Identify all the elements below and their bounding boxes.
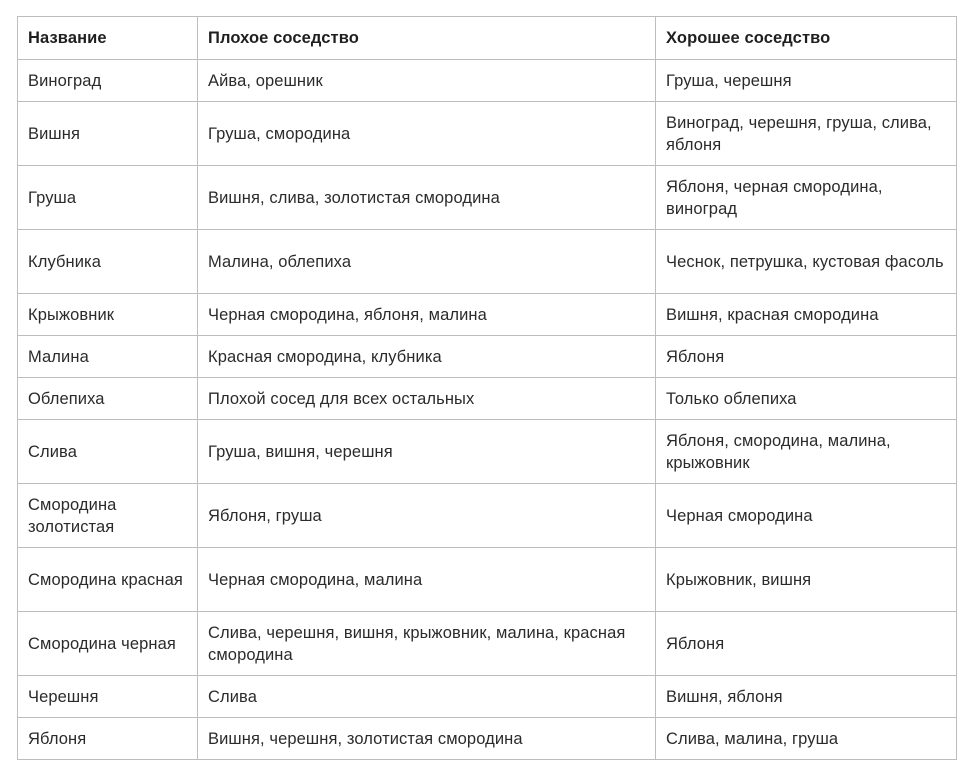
cell-name: Вишня — [18, 102, 198, 166]
table-row — [18, 60, 957, 102]
table-row — [18, 336, 957, 378]
table-row — [18, 676, 957, 718]
cell-name: Слива — [18, 420, 198, 484]
cell-bad: Вишня, слива, золотистая смородина — [198, 166, 656, 230]
cell-good: Яблоня, черная смородина, виноград — [656, 166, 957, 230]
cell-name: Смородина красная — [18, 548, 198, 612]
cell-good: Яблоня — [656, 336, 957, 378]
cell-bad: Черная смородина, яблоня, малина — [198, 294, 656, 336]
cell-name: Смородина золотистая — [18, 484, 198, 548]
plant-compatibility-table-container — [17, 16, 956, 760]
cell-good: Только облепиха — [656, 378, 957, 420]
cell-name: Виноград — [18, 60, 198, 102]
cell-bad: Груша, вишня, черешня — [198, 420, 656, 484]
table-row — [18, 548, 957, 612]
cell-bad: Айва, орешник — [198, 60, 656, 102]
header-good-neighbors: Хорошее соседство — [656, 17, 957, 60]
header-name: Название — [18, 17, 198, 60]
plant-compatibility-table — [17, 16, 957, 760]
cell-bad: Груша, смородина — [198, 102, 656, 166]
cell-bad: Малина, облепиха — [198, 230, 656, 294]
table-row — [18, 718, 957, 760]
cell-good: Яблоня — [656, 612, 957, 676]
cell-bad: Черная смородина, малина — [198, 548, 656, 612]
cell-good: Виноград, черешня, груша, слива, яблоня — [656, 102, 957, 166]
table-row — [18, 378, 957, 420]
cell-good: Крыжовник, вишня — [656, 548, 957, 612]
cell-name: Смородина черная — [18, 612, 198, 676]
cell-good: Вишня, яблоня — [656, 676, 957, 718]
cell-name: Клубника — [18, 230, 198, 294]
table-row — [18, 612, 957, 676]
cell-name: Малина — [18, 336, 198, 378]
cell-good: Слива, малина, груша — [656, 718, 957, 760]
table-row — [18, 484, 957, 548]
cell-good: Вишня, красная смородина — [656, 294, 957, 336]
cell-bad: Слива, черешня, вишня, крыжовник, малина, красная смородина — [198, 612, 656, 676]
table-header-row — [18, 17, 957, 60]
cell-good: Груша, черешня — [656, 60, 957, 102]
cell-bad: Слива — [198, 676, 656, 718]
cell-bad: Плохой сосед для всех остальных — [198, 378, 656, 420]
table-row — [18, 230, 957, 294]
cell-name: Черешня — [18, 676, 198, 718]
table-row — [18, 102, 957, 166]
cell-name: Крыжовник — [18, 294, 198, 336]
cell-bad: Яблоня, груша — [198, 484, 656, 548]
cell-good: Черная смородина — [656, 484, 957, 548]
cell-name: Облепиха — [18, 378, 198, 420]
cell-name: Груша — [18, 166, 198, 230]
cell-bad: Красная смородина, клубника — [198, 336, 656, 378]
cell-bad: Вишня, черешня, золотистая смородина — [198, 718, 656, 760]
table-row — [18, 420, 957, 484]
cell-good: Чеснок, петрушка, кустовая фасоль — [656, 230, 957, 294]
header-bad-neighbors: Плохое соседство — [198, 17, 656, 60]
cell-good: Яблоня, смородина, малина, крыжовник — [656, 420, 957, 484]
table-row — [18, 294, 957, 336]
cell-name: Яблоня — [18, 718, 198, 760]
table-row — [18, 166, 957, 230]
